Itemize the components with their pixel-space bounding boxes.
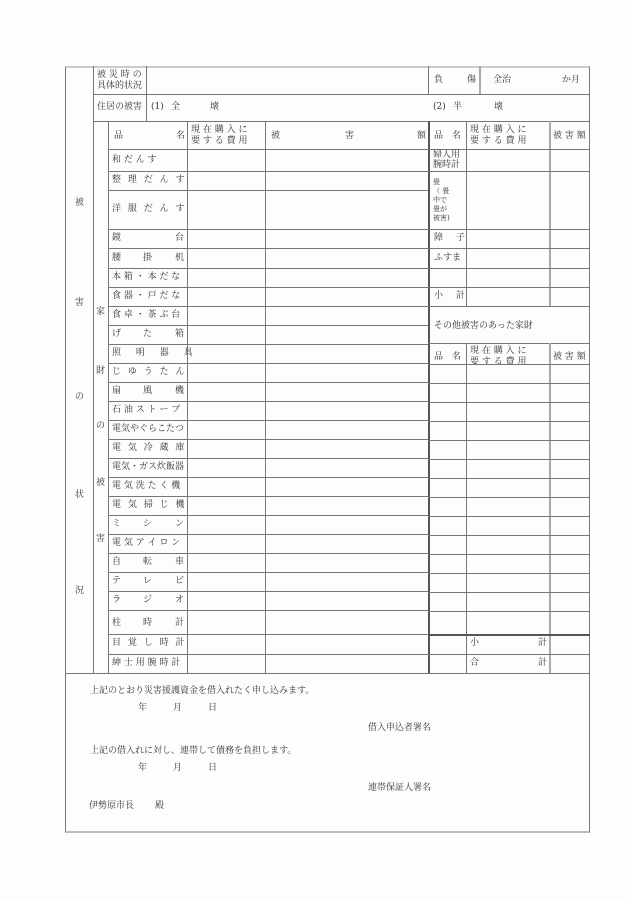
divider [428, 535, 590, 536]
divider [108, 287, 428, 288]
divider [428, 654, 590, 655]
divider [428, 516, 590, 517]
divider [428, 478, 590, 479]
divider [428, 364, 590, 365]
divider [108, 363, 428, 364]
applicant-signature-field[interactable] [430, 716, 580, 738]
divider [428, 383, 590, 384]
option-full-collapse[interactable] [148, 96, 248, 118]
item-label-end: 計 [175, 618, 185, 628]
divider [428, 343, 590, 344]
divider [428, 592, 590, 593]
divider [428, 66, 429, 94]
item-label: 自 [112, 557, 122, 567]
other-header-item: 品 名 [434, 352, 462, 362]
option1-num: (1) [151, 102, 164, 112]
other-section-title: その他被害のあった家財 [434, 321, 533, 331]
item-label: 本 箱 ・ 本 だ な [112, 272, 181, 282]
injury-label-b: 傷 [467, 75, 477, 85]
option2-num: (2) [433, 102, 446, 112]
item-label: 電 気 ア イ ロ ン [112, 538, 181, 548]
divider [108, 306, 428, 307]
side-label-char: 状 [75, 490, 85, 500]
right-header-damage: 被 害 額 [553, 131, 586, 141]
divider [428, 421, 590, 422]
divider [428, 268, 590, 269]
household-label-char: 家 [96, 307, 106, 317]
divider [108, 553, 428, 554]
header-damage-b: 害 [345, 131, 355, 141]
tatami-label: 畳が [433, 205, 447, 213]
item-label: 紳 士 用 腕 時 計 [112, 658, 181, 668]
divider [108, 344, 428, 345]
header-cost-line1: 現 在 購 入 に [191, 125, 248, 135]
divider [428, 121, 430, 673]
watch-label-line2: 腕時計 [433, 160, 461, 170]
right-header-cost-line1: 現 在 購 入 に [470, 125, 527, 135]
item-label-mid: 掛 [143, 253, 153, 263]
divider [108, 591, 428, 592]
right-header-item: 品 名 [434, 131, 462, 141]
tatami-label: （ 畳 [433, 187, 450, 195]
divider [108, 496, 428, 497]
item-label: 食 器 ・ 戸 だ な [112, 291, 181, 301]
option-half-collapse[interactable] [430, 96, 530, 118]
divider [428, 634, 590, 636]
item-label: テ [112, 576, 122, 586]
header-damage-c: 額 [417, 131, 427, 141]
divider [428, 554, 590, 555]
side-label-char: 被 [75, 198, 85, 208]
item-label: 鏡 [112, 233, 122, 243]
healing-months-input[interactable] [515, 68, 560, 92]
item-label: 電 気 掃 じ 機 [112, 500, 187, 510]
divider [428, 611, 590, 612]
option2-b: 壊 [494, 102, 504, 112]
divider [108, 229, 428, 230]
tatami-label: 中で [433, 196, 447, 204]
item-label: ミ [112, 519, 122, 529]
item-label-end: 箱 [175, 329, 185, 339]
divider [108, 439, 428, 440]
declaration-statement1: 上記のとおり災害援護資金を借入れたく申し込みます。 [90, 686, 315, 696]
total-label-a: 合 [470, 658, 480, 668]
months-label: か月 [562, 75, 581, 85]
date2-year: 年 [138, 763, 148, 773]
item-label: げ [112, 329, 122, 339]
item-label: 扇 [112, 386, 122, 396]
divider [65, 673, 590, 674]
item-label-end: 車 [175, 557, 185, 567]
divider [428, 440, 590, 441]
divider [108, 572, 428, 573]
total-label-b: 計 [538, 658, 548, 668]
divider [428, 287, 590, 288]
divider [428, 171, 590, 172]
item-label-end: 台 [175, 233, 185, 243]
divider [108, 190, 428, 191]
divider [428, 402, 590, 403]
divider [428, 573, 590, 574]
tatami-label: 被害) [433, 214, 450, 222]
divider [108, 534, 428, 535]
header-damage-a: 被 [271, 131, 281, 141]
divider [108, 248, 428, 249]
shoji-label-a: 障 [434, 233, 444, 243]
item-label: じ ゆ う た ん [112, 367, 187, 377]
item-label-mid: 時 [143, 618, 153, 628]
divider [108, 171, 428, 172]
item-label-mid: ジ [143, 595, 153, 605]
applicant-signature-label: 借入申込者署名 [368, 723, 432, 733]
divider [108, 382, 428, 383]
subtotal1-label-b: 計 [456, 291, 466, 301]
divider [108, 458, 428, 459]
divider [108, 149, 428, 150]
right-header-cost-line2: 要 す る 費 用 [470, 136, 527, 146]
item-label: 和 だ ん す [112, 155, 157, 165]
item-label: 電気やぐらこたつ [112, 424, 185, 434]
item-label-mid: レ [143, 576, 153, 586]
header-cost-line2: 要 す る 費 用 [191, 136, 248, 146]
other-header-cost-line1: 現 在 購 入 に [470, 346, 527, 356]
other-header-damage: 被 害 額 [553, 352, 586, 362]
divider [108, 325, 428, 326]
divider [108, 654, 428, 655]
divider [479, 66, 481, 94]
subtotal1-label-a: 小 [434, 291, 444, 301]
divider [428, 497, 590, 498]
shoji-label-b: 子 [456, 233, 466, 243]
date1-day: 日 [208, 703, 218, 713]
household-label-char: 被 [96, 478, 106, 488]
item-label: 電 気 冷 蔵 庫 [112, 443, 187, 453]
item-label: 目 覚 し 時 計 [112, 638, 187, 648]
item-label-end: 機 [175, 386, 185, 396]
household-label-char: 害 [96, 534, 106, 544]
fusuma-label: ふすま [434, 253, 462, 263]
subtotal2-label-a: 小 [470, 638, 480, 648]
divider [428, 306, 590, 307]
item-label: 電気・ガス炊飯器 [112, 462, 185, 472]
item-label-end: オ [175, 595, 185, 605]
divider [428, 459, 590, 460]
option1-a: 全 [171, 102, 181, 112]
item-label-end: ビ [175, 576, 185, 586]
addressee-label: 伊勢原市長 [89, 801, 135, 811]
date2-month: 月 [173, 763, 183, 773]
injury-label-a: 負 [434, 75, 444, 85]
declaration-statement2: 上記の借入れに対し、連帯して債務を負担します。 [90, 746, 297, 756]
divider [93, 94, 590, 95]
item-label-mid: 転 [143, 557, 153, 567]
header-item-b: 名 [176, 131, 186, 141]
item-label-mid: シ [143, 519, 153, 529]
guarantor-signature-field[interactable] [430, 776, 580, 798]
item-label: 食 卓 ・ 茶 ぶ 台 [112, 310, 181, 320]
date1-year: 年 [138, 703, 148, 713]
divider [108, 515, 428, 516]
divider [93, 66, 94, 673]
watch-label-line1: 婦人用 [433, 150, 461, 160]
option2-a: 半 [453, 102, 463, 112]
tatami-label: 畳 [433, 178, 440, 186]
side-label-char: 害 [75, 298, 85, 308]
situation-label-line1: 被 災 時 の [97, 70, 142, 80]
item-label: 整 理 だ ん す [112, 175, 187, 185]
date2-day: 日 [208, 763, 218, 773]
date1-month: 月 [173, 703, 183, 713]
option1-b: 壊 [210, 102, 220, 112]
side-label-char: 況 [75, 586, 85, 596]
divider [108, 401, 428, 402]
item-label-end: 机 [175, 253, 185, 263]
divider [428, 248, 590, 249]
divider [108, 268, 428, 269]
divider [549, 343, 551, 673]
item-label-end: ン [175, 519, 185, 529]
item-label: 腰 [112, 253, 122, 263]
house-damage-label: 住居の被害 [97, 102, 143, 112]
situation-input[interactable] [147, 67, 427, 94]
divider [108, 634, 428, 635]
item-label-mid: 風 [143, 386, 153, 396]
divider [466, 343, 467, 673]
situation-label-line2: 具体的状況 [97, 81, 143, 91]
header-item-a: 品 [114, 131, 124, 141]
item-label: ラ [112, 595, 122, 605]
healing-label: 全治 [493, 75, 512, 85]
guarantor-signature-label: 連帯保証人署名 [368, 783, 432, 793]
item-label: 洋 服 だ ん す [112, 204, 187, 214]
honorific-label: 殿 [155, 801, 165, 811]
divider [93, 121, 590, 122]
divider [108, 477, 428, 478]
item-label: 照 明 器 具 [112, 348, 199, 358]
subtotal2-label-b: 計 [538, 638, 548, 648]
other-header-cost-line2: 要 す る 費 用 [470, 357, 527, 367]
item-label-mid: た [143, 329, 153, 339]
item-label: 石 油 ス ト ー ブ [112, 405, 181, 415]
household-label-char: 財 [96, 366, 106, 376]
household-label-char: の [96, 421, 106, 431]
side-label-char: の [75, 392, 85, 402]
divider [108, 610, 428, 611]
divider [108, 420, 428, 421]
item-label: 電 気 洗 た く 機 [112, 481, 181, 491]
item-label: 柱 [112, 618, 122, 628]
divider [428, 229, 590, 230]
